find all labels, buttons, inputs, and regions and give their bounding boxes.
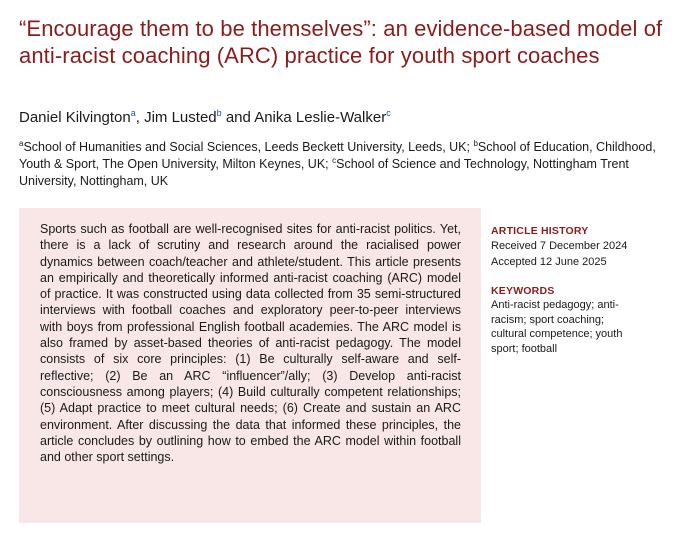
affiliation-text: School of Education, Childhood, Youth & Sport, The Open University, Milton Keynes, UK; bbox=[19, 140, 656, 171]
received-date: Received 7 December 2024 bbox=[491, 240, 628, 252]
article-title: “Encourage them to be themselves”: an evidence-based model of anti-racist coaching (ARC) practice for youth sport coaches bbox=[19, 16, 663, 68]
author-name[interactable]: Anika Leslie-Walker bbox=[254, 109, 387, 126]
affiliations bbox=[19, 139, 679, 190]
author-name[interactable]: Jim Lusted bbox=[144, 109, 217, 126]
author-separator: and bbox=[221, 109, 255, 126]
article-history-heading: ARTICLE HISTORY bbox=[491, 225, 589, 237]
affiliation-mark: a bbox=[19, 138, 24, 148]
keywords-list: Anti-racist pedagogy; anti-racism; sport coaching; cultural competence; youth sport; football bbox=[491, 299, 623, 355]
abstract-box bbox=[19, 208, 481, 523]
article-sidebar bbox=[491, 224, 686, 356]
accepted-date: Accepted 12 June 2025 bbox=[491, 256, 607, 268]
affiliation-text: School of Science and Technology, Nottingham Trent University, Nottingham, UK bbox=[19, 157, 629, 188]
author-separator: , bbox=[135, 109, 145, 126]
author-list bbox=[19, 108, 391, 128]
author-name[interactable]: Daniel Kilvington bbox=[19, 109, 131, 126]
keywords-heading: KEYWORDS bbox=[491, 285, 555, 297]
affiliation-text: School of Humanities and Social Sciences, Leeds Beckett University, Leeds, UK; bbox=[23, 140, 474, 154]
affiliation-marker[interactable]: a bbox=[130, 108, 136, 118]
affiliation-mark: b bbox=[473, 138, 478, 148]
affiliation-mark: c bbox=[332, 155, 337, 165]
abstract-text: Sports such as football are well-recognised sites for anti-racist politics. Yet, there is a lack of scrutiny and research around the racialised power dynamics between coach/teacher and athlete/student. This article presents an empirically and theoretically informed anti-racist coaching (ARC) model of practice. It was constructed using data collected from 35 semi-structured interviews with football coaches and exploratory peer-to-peer interviews with boys from professional English football academies. The ARC model is also framed by asset-based theories of anti-racist pedagogy. The model consists of six core principles: (1) Be culturally self-aware and self-reflective; (2) Be an ARC “influencer”/ally; (3) Develop anti-racist consciousness among players; (4) Build culturally competent relationships; (5) Adapt practice to meet cultural needs; (6) Create and sustain an ARC environment. After discussing the data that informed these principles, the article concludes by outlining how to embed the ARC model within football and other sport settings. bbox=[40, 222, 461, 465]
affiliation-marker[interactable]: c bbox=[386, 108, 391, 118]
affiliation-marker[interactable]: b bbox=[216, 108, 222, 118]
